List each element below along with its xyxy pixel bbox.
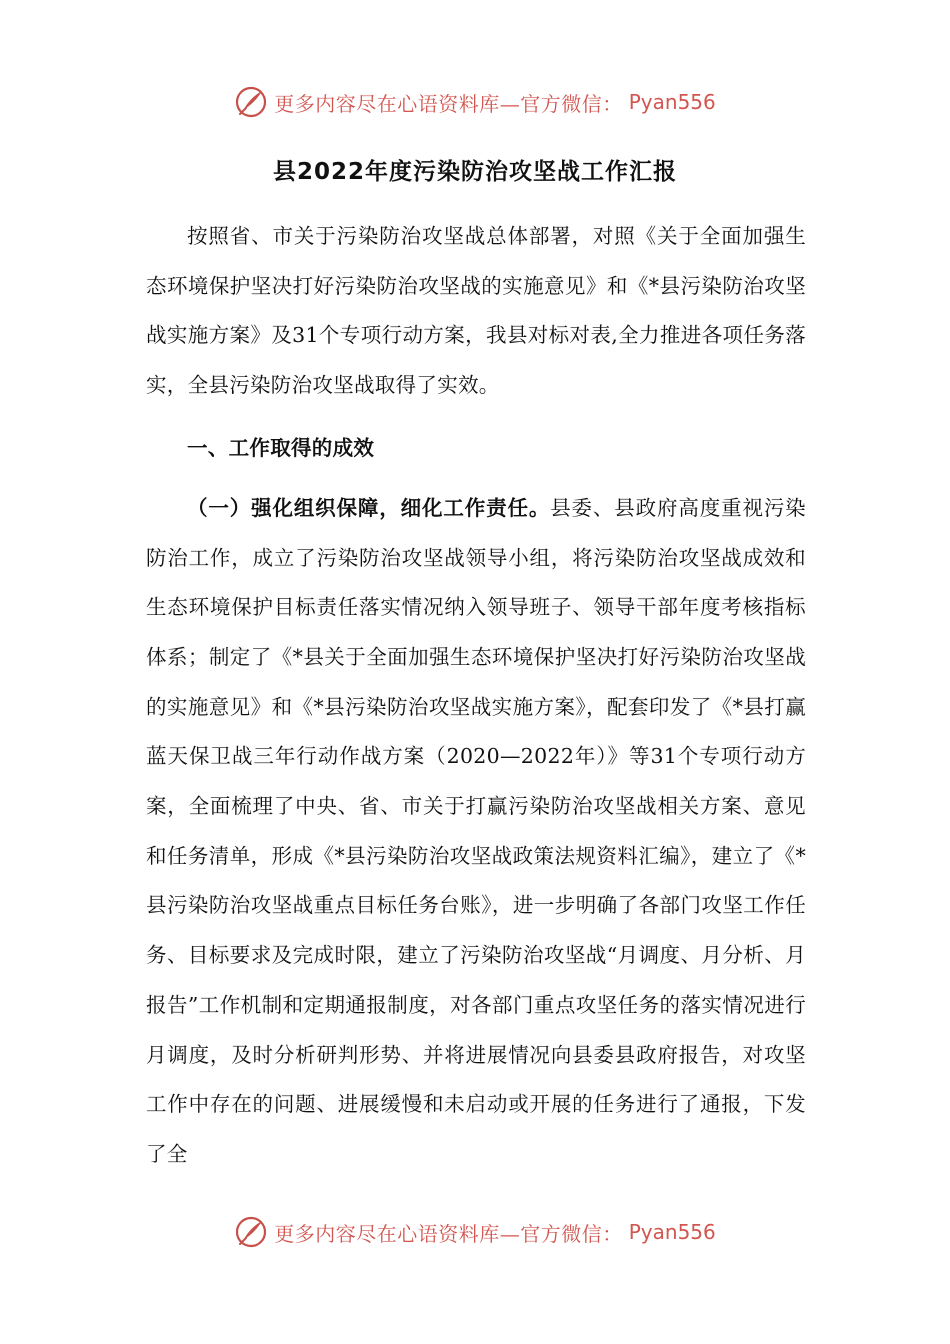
quill-logo-icon: [234, 85, 268, 119]
quill-logo-icon: [234, 1215, 268, 1249]
document-body: [146, 212, 806, 1180]
watermark-banner-bottom: [0, 1212, 950, 1252]
watermark-banner-top: [0, 82, 950, 122]
subsection-paragraph: [146, 484, 806, 1180]
watermark-text: 更多内容尽在心语资料库—官方微信：: [274, 1221, 623, 1246]
intro-paragraph: 按照省、市关于污染防治攻坚战总体部署，对照《关于全面加强生态环境保护坚决打好污染防治攻坚战的实施意见》和《*县污染防治攻坚战实施方案》及31个专项行动方案，我县对标对表,全力推进各项任务落实，全县污染防治攻坚战取得了实效。: [146, 224, 806, 398]
document-title: 县2022年度污染防治攻坚战工作汇报: [272, 159, 677, 185]
section-heading: 一、工作取得的成效: [187, 435, 375, 460]
watermark-text: 更多内容尽在心语资料库—官方微信：: [274, 91, 623, 116]
watermark-wechat-id: Pyan556: [628, 1220, 716, 1244]
subsection-heading: （一）强化组织保障，细化工作责任。: [187, 495, 551, 520]
subsection-body: 县委、县政府高度重视污染防治工作，成立了污染防治攻坚战领导小组，将污染防治攻坚战成效和生态环境保护目标责任落实情况纳入领导班子、领导干部年度考核指标体系；制定了《*县关于全面加强生态环境保护坚决打好污染防治攻坚战的实施意见》和《*县污染防治攻坚战实施方案》，配套印发了《*县打赢蓝天保卫战三年行动作战方案（2020—2022年）》等31个专项行动方案，全面梳理了中央、省、市关于打赢污染防治攻坚战相关方案、意见和任务清单，形成《*县污染防治攻坚战政策法规资料汇编》，建立了《*县污染防治攻坚战重点目标任务台账》，进一步明确了各部门攻坚工作任务、目标要求及完成时限，建立了污染防治攻坚战“月调度、月分析、月报告”工作机制和定期通报制度，对各部门重点攻坚任务的落实情况进行月调度，及时分析研判形势、并将进展情况向县委县政府报告，对攻坚工作中存在的问题、进展缓慢和未启动或开展的任务进行了通报，下发了全: [146, 495, 806, 1166]
watermark-wechat-id: Pyan556: [628, 90, 716, 114]
